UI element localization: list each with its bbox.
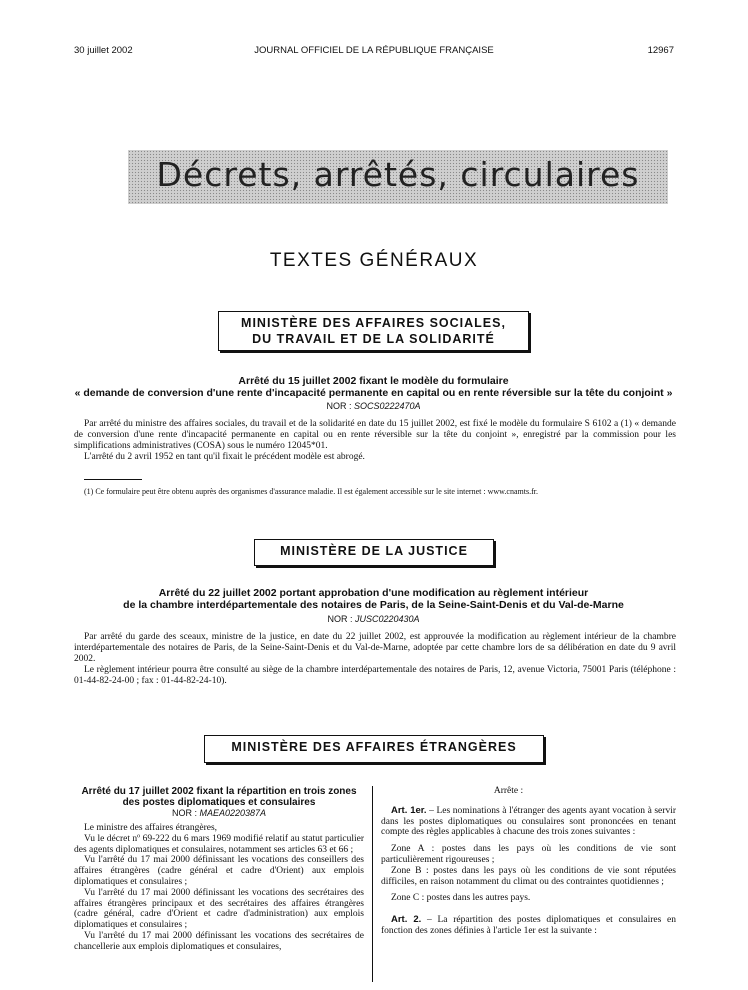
header-journal: JOURNAL OFFICIEL DE LA RÉPUBLIQUE FRANÇAISE <box>254 45 494 56</box>
decree3-left-paragraph: Vu l'arrêté du 17 mai 2000 définissant les vocations des secrétaires des affaires étrangères principaux et des secrétaires des affaires étrangères (cadre général, cadre d'Orient et cadre d'administration) aux emplois diplomatiques et consulaires ; <box>74 887 364 931</box>
decree3-left-column <box>74 786 364 953</box>
decree3-zone-b: Zone B : postes dans les pays où les conditions de vie sont réputées difficiles, en raison notamment du climat ou des contraintes quotidiennes ; <box>381 865 676 887</box>
nor-code: MAEA0220387A <box>199 808 267 818</box>
nor-label: NOR : <box>171 808 197 818</box>
section-title: TEXTES GÉNÉRAUX <box>269 250 479 271</box>
ministry-box-social-affairs <box>218 311 529 351</box>
decree3-title-line1: Arrêté du 17 juillet 2002 fixant la répartition en trois zones <box>81 786 357 797</box>
decree2-title-line2: de la chambre interdépartementale des notaires de Paris, de la Seine-Saint-Denis et du Val-de-Marne <box>123 599 624 611</box>
decree2-paragraph-1: Par arrêté du garde des sceaux, ministre de la justice, en date du 22 juillet 2002, est approuvée la modification au règlement intérieur de la chambre interdépartementale des notaires de Paris, de la Seine-Saint-Denis et du Val-de-Marne, adoptée par cette chambre lors de sa délibération en date du 9 avril 2002. <box>74 632 676 664</box>
decree2-nor <box>60 614 687 625</box>
footnote-rule <box>84 479 142 480</box>
decree1-paragraph-2: L'arrêté du 2 avril 1952 en tant qu'il fixait le précédent modèle est abrogé. <box>84 452 365 462</box>
nor-label: NOR : <box>326 401 352 411</box>
article-2-text: – La répartition des postes diplomatiques et consulaires en fonction des zones définies à l'article 1er est la suivante : <box>381 915 676 936</box>
decree3-left-paragraph: Vu l'arrêté du 17 mai 2000 définissant les vocations des secrétaires de chancellerie aux emplois diplomatiques et consulaires, <box>74 930 364 952</box>
column-divider <box>372 786 373 982</box>
decree3-left-paragraph: Le ministre des affaires étrangères, <box>84 823 218 833</box>
ministry-box-justice: MINISTÈRE DE LA JUSTICE <box>254 539 494 566</box>
ministry-line2: DU TRAVAIL ET DE LA SOLIDARITÉ <box>252 332 495 346</box>
decree1-footnote: (1) Ce formulaire peut être obtenu auprès des organismes d'assurance maladie. Il est également accessible sur le site internet : www.cnamts.fr. <box>84 487 538 496</box>
decree3-zone-a: Zone A : postes dans les pays où les conditions de vie sont particulièrement rigoureuses ; <box>381 844 676 865</box>
decree3-left-paragraph: Vu l'arrêté du 17 mai 2000 définissant les vocations des conseillers des affaires étrangères (cadre général et cadre d'Orient) aux emplois diplomatiques et consulaires ; <box>74 855 364 887</box>
banner <box>128 150 668 204</box>
decree1-title <box>60 375 687 399</box>
decree1-title-line1: Arrêté du 15 juillet 2002 fixant le modèle du formulaire <box>238 375 509 387</box>
decree3-right-column <box>381 786 676 937</box>
header-page-number: 12967 <box>647 45 674 56</box>
decree3-zone-c: Zone C : postes dans les autres pays. <box>391 893 531 904</box>
nor-code: JUSC0220430A <box>354 614 420 624</box>
ministry-box-foreign-affairs: MINISTÈRE DES AFFAIRES ÉTRANGÈRES <box>204 735 544 763</box>
decree3-nor <box>74 808 364 819</box>
decree2-paragraph-2: Le règlement intérieur pourra être consulté au siège de la chambre interdépartementale des notaires de Paris, 12, avenue Victoria, 75001 Paris (téléphone : 01-44-82-24-00 ; fax : 01-44-82-24-10). <box>74 665 676 686</box>
decree2-body <box>74 632 676 687</box>
ministry-line1: MINISTÈRE DES AFFAIRES SOCIALES, <box>241 316 506 330</box>
nor-code: SOCS0222470A <box>353 401 421 411</box>
decree1-nor <box>60 401 687 412</box>
decree1-title-line2: « demande de conversion d'une rente d'incapacité permanente en capital ou en rente réversible sur la tête du conjoint » <box>74 387 673 399</box>
decree1-body <box>74 419 676 463</box>
nor-label: NOR : <box>327 614 353 624</box>
decree2-title-line1: Arrêté du 22 juillet 2002 portant approbation d'une modification au règlement intérieur <box>158 587 589 599</box>
decree3-article-2 <box>381 915 676 937</box>
decree3-title-line2: des postes diplomatiques et consulaires <box>122 797 316 808</box>
banner-title: Décrets, arrêtés, circulaires <box>156 155 640 194</box>
decree3-arrete: Arrête : <box>493 786 524 796</box>
article-1-label: Art. 1er. <box>391 804 427 816</box>
article-2-label: Art. 2. <box>391 914 422 926</box>
article-1-text: – Les nominations à l'étranger des agents ayant vocation à servir dans les postes diplomatiques ou consulaires sont prononcées en tenant compte des règles applicables à chacune des trois zones suivantes : <box>381 805 676 838</box>
decree1-paragraph-1: Par arrêté du ministre des affaires sociales, du travail et de la solidarité en date du 15 juillet 2002, est fixé le modèle du formulaire S 6102 a (1) « demande de conversion d'une rente d'incapacité permanente en capital ou en rente réversible sur la tête du conjoint », enregistré par la commission pour les simplifications administratives (COSA) sous le numéro 12045*01. <box>74 419 676 451</box>
decree2-title <box>60 587 687 611</box>
decree3-article-1 <box>381 806 676 838</box>
decree3-left-paragraph: Vu le décret nº 69-222 du 6 mars 1969 modifié relatif au statut particulier des agents diplomatiques et consulaires, notamment ses articles 63 et 66 ; <box>74 833 364 855</box>
header-date: 30 juillet 2002 <box>74 45 133 56</box>
